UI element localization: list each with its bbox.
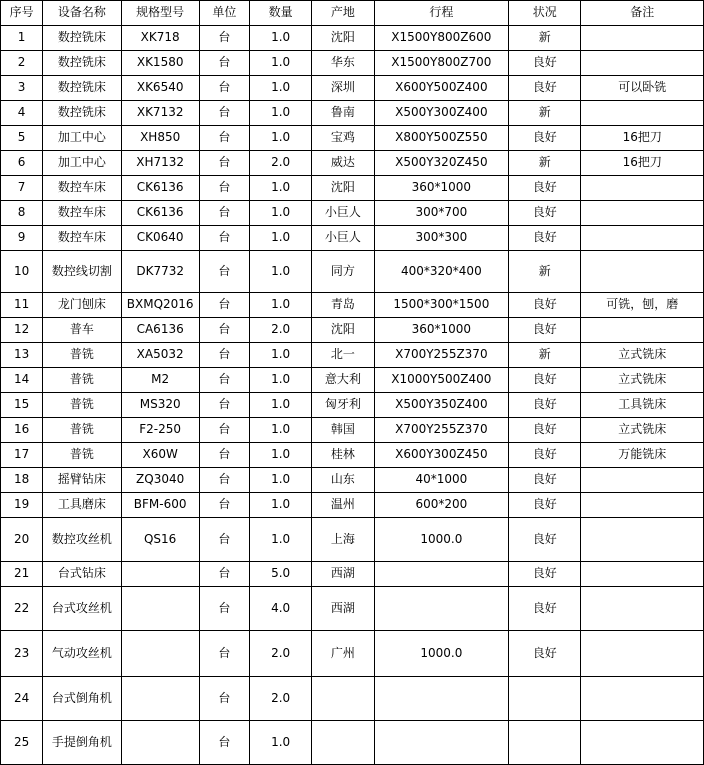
cell-unit: 台 [199,76,249,101]
table-row [1,518,704,562]
cell-no: 11 [1,293,43,318]
cell-qty: 1.0 [250,368,312,393]
cell-status: 良好 [509,562,581,587]
cell-travel: X500Y320Z450 [374,151,509,176]
table-row [1,126,704,151]
cell-model: XH7132 [121,151,199,176]
cell-remark: 立式铣床 [581,418,704,443]
cell-travel: 400*320*400 [374,251,509,293]
table-row [1,293,704,318]
cell-status: 良好 [509,126,581,151]
cell-name: 数控攻丝机 [43,518,121,562]
cell-name: 数控铣床 [43,101,121,126]
cell-remark [581,251,704,293]
cell-qty: 1.0 [250,226,312,251]
cell-unit: 台 [199,201,249,226]
cell-remark [581,721,704,765]
cell-qty: 1.0 [250,201,312,226]
cell-no: 21 [1,562,43,587]
cell-model: CK0640 [121,226,199,251]
cell-model: BFM-600 [121,493,199,518]
cell-status: 良好 [509,51,581,76]
cell-travel: X500Y350Z400 [374,393,509,418]
cell-no: 7 [1,176,43,201]
cell-origin: 西湖 [312,562,374,587]
cell-origin: 温州 [312,493,374,518]
cell-no: 24 [1,677,43,721]
cell-travel: X700Y255Z370 [374,418,509,443]
cell-model: F2-250 [121,418,199,443]
cell-qty: 1.0 [250,343,312,368]
cell-model [121,721,199,765]
cell-remark [581,176,704,201]
table-row [1,493,704,518]
table-row [1,51,704,76]
cell-name: 普铣 [43,368,121,393]
cell-travel: 360*1000 [374,318,509,343]
cell-model: CK6136 [121,201,199,226]
cell-name: 数控铣床 [43,51,121,76]
cell-model: XA5032 [121,343,199,368]
cell-model: XK7132 [121,101,199,126]
cell-name: 数控线切割 [43,251,121,293]
cell-unit: 台 [199,26,249,51]
cell-model [121,677,199,721]
cell-status: 良好 [509,293,581,318]
table-row [1,176,704,201]
cell-name: 加工中心 [43,151,121,176]
cell-status: 良好 [509,468,581,493]
table-row [1,251,704,293]
cell-unit: 台 [199,343,249,368]
cell-no: 9 [1,226,43,251]
cell-no: 18 [1,468,43,493]
cell-remark [581,562,704,587]
cell-model [121,562,199,587]
cell-qty: 1.0 [250,443,312,468]
cell-model: CK6136 [121,176,199,201]
cell-no: 8 [1,201,43,226]
cell-origin: 小巨人 [312,201,374,226]
cell-no: 20 [1,518,43,562]
cell-unit: 台 [199,176,249,201]
table-row [1,721,704,765]
cell-name: 台式钻床 [43,562,121,587]
cell-origin: 沈阳 [312,176,374,201]
cell-status: 新 [509,101,581,126]
table-row [1,26,704,51]
cell-qty: 5.0 [250,562,312,587]
cell-remark [581,26,704,51]
cell-travel: 300*300 [374,226,509,251]
cell-no: 10 [1,251,43,293]
cell-status: 新 [509,26,581,51]
cell-qty: 1.0 [250,518,312,562]
cell-remark: 万能铣床 [581,443,704,468]
cell-name: 摇臂钻床 [43,468,121,493]
cell-name: 气动攻丝机 [43,631,121,677]
cell-name: 加工中心 [43,126,121,151]
cell-name: 普铣 [43,418,121,443]
cell-no: 5 [1,126,43,151]
cell-name: 普车 [43,318,121,343]
cell-unit: 台 [199,631,249,677]
cell-remark [581,101,704,126]
cell-remark: 立式铣床 [581,368,704,393]
cell-model: M2 [121,368,199,393]
cell-origin: 沈阳 [312,318,374,343]
cell-status [509,677,581,721]
cell-unit: 台 [199,293,249,318]
cell-remark: 可以卧铣 [581,76,704,101]
cell-origin: 意大利 [312,368,374,393]
cell-no: 17 [1,443,43,468]
cell-no: 13 [1,343,43,368]
header-cell-unit: 单位 [199,1,249,26]
table-row [1,418,704,443]
cell-status: 良好 [509,368,581,393]
table-row [1,151,704,176]
cell-qty: 1.0 [250,26,312,51]
cell-unit: 台 [199,677,249,721]
table-row [1,76,704,101]
header-cell-qty: 数量 [250,1,312,26]
cell-origin: 深圳 [312,76,374,101]
cell-travel: 360*1000 [374,176,509,201]
cell-origin: 沈阳 [312,26,374,51]
cell-unit: 台 [199,587,249,631]
cell-no: 4 [1,101,43,126]
table-row [1,343,704,368]
cell-origin: 鲁南 [312,101,374,126]
table-row [1,562,704,587]
cell-qty: 2.0 [250,318,312,343]
cell-status: 良好 [509,631,581,677]
cell-model: X60W [121,443,199,468]
cell-name: 普铣 [43,393,121,418]
cell-travel: 1000.0 [374,518,509,562]
cell-unit: 台 [199,443,249,468]
cell-origin [312,677,374,721]
table-row [1,587,704,631]
cell-travel: X700Y255Z370 [374,343,509,368]
cell-origin: 西湖 [312,587,374,631]
table-header-row [1,1,704,26]
cell-model: XH850 [121,126,199,151]
cell-name: 工具磨床 [43,493,121,518]
cell-model: BXMQ2016 [121,293,199,318]
cell-unit: 台 [199,126,249,151]
cell-status: 良好 [509,201,581,226]
cell-unit: 台 [199,368,249,393]
cell-no: 6 [1,151,43,176]
cell-remark [581,51,704,76]
cell-status: 新 [509,343,581,368]
cell-travel: X600Y500Z400 [374,76,509,101]
cell-status [509,721,581,765]
cell-travel: X1500Y800Z700 [374,51,509,76]
cell-name: 台式攻丝机 [43,587,121,631]
cell-unit: 台 [199,226,249,251]
cell-origin: 广州 [312,631,374,677]
cell-remark [581,493,704,518]
cell-origin: 宝鸡 [312,126,374,151]
cell-remark [581,587,704,631]
cell-no: 3 [1,76,43,101]
cell-model: XK718 [121,26,199,51]
cell-unit: 台 [199,418,249,443]
header-cell-name: 设备名称 [43,1,121,26]
cell-origin [312,721,374,765]
cell-remark: 可铣，刨，磨 [581,293,704,318]
cell-unit: 台 [199,151,249,176]
cell-remark [581,631,704,677]
header-cell-status: 状况 [509,1,581,26]
cell-model [121,587,199,631]
cell-travel: X1500Y800Z600 [374,26,509,51]
cell-origin: 华东 [312,51,374,76]
cell-travel: 40*1000 [374,468,509,493]
cell-name: 台式倒角机 [43,677,121,721]
cell-qty: 1.0 [250,176,312,201]
cell-unit: 台 [199,518,249,562]
table-row [1,631,704,677]
cell-travel: 600*200 [374,493,509,518]
table-row [1,468,704,493]
cell-remark [581,318,704,343]
header-cell-model: 规格型号 [121,1,199,26]
cell-no: 12 [1,318,43,343]
cell-status: 良好 [509,587,581,631]
cell-model: CA6136 [121,318,199,343]
cell-name: 数控车床 [43,201,121,226]
cell-qty: 1.0 [250,126,312,151]
cell-model: QS16 [121,518,199,562]
cell-origin: 北一 [312,343,374,368]
cell-origin: 上海 [312,518,374,562]
cell-unit: 台 [199,721,249,765]
cell-no: 22 [1,587,43,631]
cell-name: 数控铣床 [43,76,121,101]
table-body [1,26,704,765]
cell-name: 普铣 [43,343,121,368]
cell-model: DK7732 [121,251,199,293]
cell-origin: 韩国 [312,418,374,443]
cell-qty: 1.0 [250,393,312,418]
cell-status: 良好 [509,76,581,101]
cell-origin: 青岛 [312,293,374,318]
cell-origin: 桂林 [312,443,374,468]
cell-qty: 1.0 [250,76,312,101]
cell-remark: 工具铣床 [581,393,704,418]
cell-unit: 台 [199,101,249,126]
cell-model: MS320 [121,393,199,418]
cell-travel: 1000.0 [374,631,509,677]
cell-remark [581,226,704,251]
cell-remark: 16把刀 [581,151,704,176]
cell-origin: 小巨人 [312,226,374,251]
cell-remark [581,201,704,226]
cell-name: 数控车床 [43,226,121,251]
header-cell-travel: 行程 [374,1,509,26]
table-row [1,318,704,343]
cell-no: 25 [1,721,43,765]
cell-remark: 立式铣床 [581,343,704,368]
table-row [1,368,704,393]
cell-status: 良好 [509,318,581,343]
cell-travel [374,562,509,587]
cell-qty: 1.0 [250,293,312,318]
table-row [1,677,704,721]
cell-qty: 2.0 [250,677,312,721]
cell-qty: 1.0 [250,468,312,493]
cell-unit: 台 [199,468,249,493]
cell-status: 良好 [509,393,581,418]
cell-remark: 16把刀 [581,126,704,151]
cell-qty: 1.0 [250,101,312,126]
cell-qty: 2.0 [250,151,312,176]
cell-qty: 2.0 [250,631,312,677]
cell-status: 良好 [509,493,581,518]
cell-remark [581,518,704,562]
cell-travel: X1000Y500Z400 [374,368,509,393]
cell-unit: 台 [199,251,249,293]
cell-travel: X600Y300Z450 [374,443,509,468]
cell-travel [374,677,509,721]
cell-travel: X500Y300Z400 [374,101,509,126]
cell-model [121,631,199,677]
cell-status: 良好 [509,518,581,562]
cell-qty: 1.0 [250,51,312,76]
cell-no: 15 [1,393,43,418]
cell-origin: 威达 [312,151,374,176]
cell-remark [581,468,704,493]
cell-no: 1 [1,26,43,51]
cell-no: 19 [1,493,43,518]
cell-name: 数控铣床 [43,26,121,51]
table-row [1,443,704,468]
cell-travel [374,587,509,631]
cell-unit: 台 [199,51,249,76]
cell-qty: 1.0 [250,493,312,518]
cell-no: 2 [1,51,43,76]
cell-travel: 300*700 [374,201,509,226]
cell-travel: 1500*300*1500 [374,293,509,318]
cell-name: 数控车床 [43,176,121,201]
cell-origin: 同方 [312,251,374,293]
cell-status: 新 [509,251,581,293]
table-row [1,201,704,226]
cell-model: XK1580 [121,51,199,76]
header-cell-remark: 备注 [581,1,704,26]
cell-status: 良好 [509,418,581,443]
cell-unit: 台 [199,318,249,343]
cell-name: 龙门刨床 [43,293,121,318]
header-cell-origin: 产地 [312,1,374,26]
cell-unit: 台 [199,393,249,418]
table-row [1,226,704,251]
header-cell-no: 序号 [1,1,43,26]
cell-no: 16 [1,418,43,443]
cell-status: 良好 [509,443,581,468]
cell-model: XK6540 [121,76,199,101]
cell-travel: X800Y500Z550 [374,126,509,151]
cell-remark [581,677,704,721]
cell-qty: 1.0 [250,721,312,765]
cell-name: 手提倒角机 [43,721,121,765]
cell-no: 14 [1,368,43,393]
cell-qty: 4.0 [250,587,312,631]
cell-unit: 台 [199,493,249,518]
table-row [1,101,704,126]
cell-model: ZQ3040 [121,468,199,493]
cell-status: 新 [509,151,581,176]
cell-no: 23 [1,631,43,677]
cell-name: 普铣 [43,443,121,468]
cell-origin: 山东 [312,468,374,493]
table-row [1,393,704,418]
cell-qty: 1.0 [250,418,312,443]
cell-origin: 匈牙利 [312,393,374,418]
cell-status: 良好 [509,176,581,201]
cell-travel [374,721,509,765]
cell-qty: 1.0 [250,251,312,293]
cell-status: 良好 [509,226,581,251]
cell-unit: 台 [199,562,249,587]
